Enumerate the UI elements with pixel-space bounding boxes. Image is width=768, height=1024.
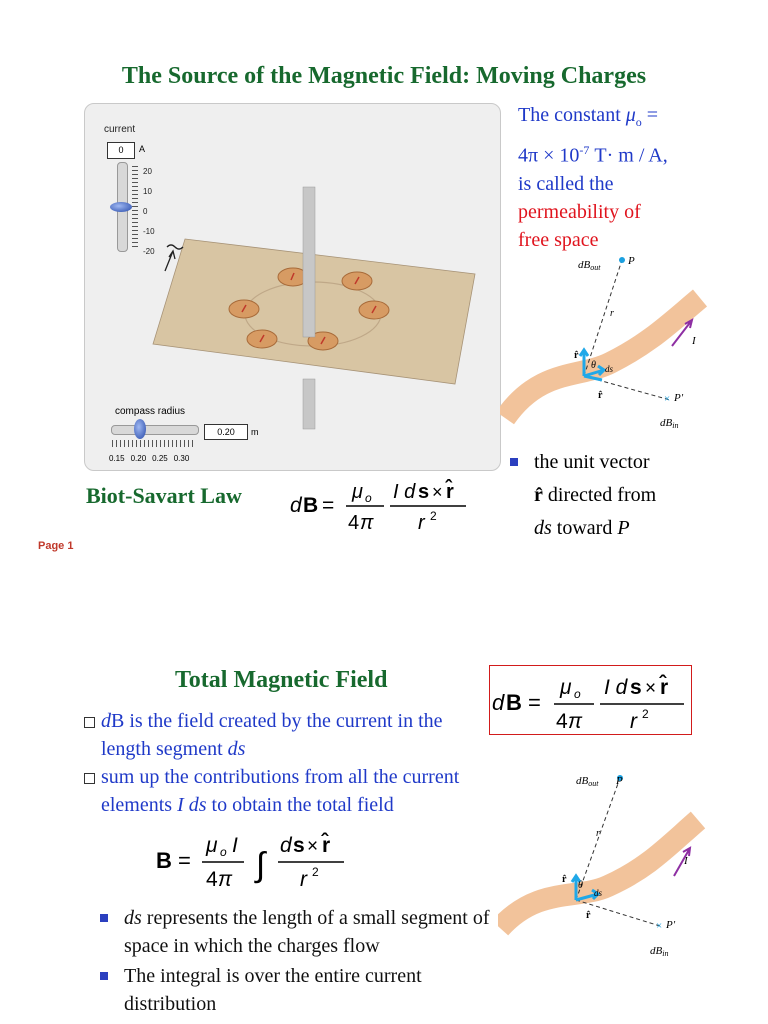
svg-text:I d: I d [393,481,416,503]
wire-segment [505,298,700,418]
svg-text:r̂: r̂ [446,481,454,503]
svg-text:r̂: r̂ [660,676,669,699]
svg-text:o: o [365,491,372,505]
r-label: r [596,828,600,839]
p-prime-label: P′ [666,919,676,931]
compass-value: 0.20 [217,427,235,437]
p-prime-marker: × [664,393,671,405]
point-p [619,257,625,263]
list-item [100,904,490,960]
p-prime-label: P′ [674,392,684,404]
current-label-i: I [692,335,696,347]
scale-label: 0 [143,207,148,216]
slide-title: The Source of the Magnetic Field: Moving Charges [121,63,647,89]
current-slider-thumb[interactable] [110,202,132,212]
svg-text:2: 2 [430,509,437,523]
svg-text:∫: ∫ [256,846,266,884]
constant-line3: is called the [518,172,614,195]
svg-text:2: 2 [312,865,319,879]
svg-text:s: s [630,676,642,699]
scale-label: 10 [143,187,152,196]
svg-text:×: × [645,678,657,699]
p-prime-marker: × [656,920,663,932]
unit-vector-line2: directed from [542,484,657,506]
p-label: P [616,775,623,787]
svg-text:d: d [280,834,292,857]
svg-text:d: d [492,690,505,715]
svg-text:×: × [307,836,319,857]
svg-text:4: 4 [556,710,568,733]
wire-lower [303,379,315,429]
mu-symbol: μ [625,104,636,126]
svg-text:=: = [178,848,191,873]
sub-bullets [100,904,490,1018]
compass-radius-label: compass radius [115,406,186,417]
svg-text:I d: I d [604,676,628,699]
p-symbol: P [617,517,630,539]
svg-text:μ: μ [206,834,218,857]
item1-text: B is the field created by the current in the length segment [101,710,443,760]
mu-subscript: o [635,115,642,129]
svg-text:s: s [418,481,430,503]
current-scale-ticks [132,166,138,248]
scale-label: -10 [143,227,155,236]
compass-slider-thumb[interactable] [134,419,146,439]
boxed-equation [489,665,692,735]
i-ds-symbol: I ds [177,794,207,816]
slide2-title: Total Magnetic Field [175,667,388,693]
compass-value-field[interactable] [204,424,248,440]
biot-savart-diagram [500,248,710,448]
list-item [100,962,490,1018]
equals: = [641,104,659,126]
ds-symbol: ds [534,517,552,539]
total-field-list [84,707,474,819]
theta-label: θ [578,880,583,891]
rhat-label-lower: r̂ [598,390,603,401]
svg-text:μ: μ [352,481,363,503]
scale-label: -20 [143,247,155,256]
db-in-label: dBin [650,945,669,958]
svg-text:π: π [360,512,374,534]
svg-text:B: B [303,494,319,517]
rhat-symbol: r̂ [534,484,543,506]
compass-tick-label: 0.20 [130,454,147,463]
unit-vector-note [510,446,710,545]
item2-text: sum up the contributions from all the current elements [101,766,460,816]
svg-text:r̂: r̂ [322,834,331,857]
scale-label: 20 [143,167,152,176]
svg-text:μ: μ [560,676,572,699]
svg-text:π: π [218,868,233,891]
list-item [84,707,474,763]
svg-text:=: = [322,494,335,517]
svg-text:2: 2 [642,707,649,721]
biot-savart-equation [288,474,473,536]
svg-text:d: d [290,494,302,517]
rhat-label: r̂ [562,874,567,885]
compass-tick-label: 0.25 [152,454,168,463]
permeability-constant-text [518,101,718,254]
current-value-field[interactable] [107,142,135,159]
permeability-term: permeability of [518,200,641,223]
biot-savart-label: Biot-Savart Law [86,483,242,508]
compass-scale-ticks [112,440,196,447]
list-item [84,763,474,819]
db-out-label: dBout [576,775,599,788]
sub1-text: represents the length of a small segment of space in which the charges flow [124,907,490,957]
svg-text:×: × [432,482,443,502]
total-field-equation [152,826,352,896]
bullet-icon [100,914,108,922]
unit-vector-line1: the unit vector [534,451,650,473]
constant-value: 4π × 10 [518,144,580,167]
ds-label: ds [605,364,614,374]
svg-text:B: B [156,848,172,873]
svg-text:4: 4 [348,512,360,534]
p-label: P [628,255,635,267]
item2-suffix: to obtain the total field [206,794,394,816]
compass-tick-label: 0.30 [173,454,190,463]
svg-text:π: π [568,710,583,733]
free-space-term: free space [518,228,599,251]
current-label-i: I [684,855,688,867]
bullet-icon [100,972,108,980]
sub2-text: The integral is over the entire current distribution [124,965,422,1015]
svg-text:o: o [220,845,227,859]
svg-text:I: I [232,834,238,857]
current-label: current [104,124,136,135]
boxed-equation-formula [490,666,691,734]
svg-text:r: r [300,868,307,891]
svg-text:o: o [574,687,581,701]
ds-label: ds [594,888,603,898]
current-value: 0 [118,145,124,155]
toward-text: toward [551,517,618,539]
exponent: -7 [579,143,590,157]
svg-text:B: B [506,690,522,715]
db-out-label: dBout [578,259,601,272]
theta-label: θ [591,360,596,371]
page-label: Page 1 [38,540,74,552]
svg-text:r: r [418,512,425,534]
biot-savart-diagram-2 [498,768,708,963]
d-symbol: d [101,710,111,732]
compass-scale-labels [109,454,219,463]
magnetic-field-simulation [84,103,501,471]
bullet-icon [510,458,518,466]
svg-text:s: s [293,834,305,857]
checkbox-bullet-icon [84,717,95,728]
rhat-label: r̂ [574,350,579,361]
db-in-label: dBin [660,417,679,430]
constant-units: T· m / A, [589,144,668,167]
ds-symbol: ds [227,738,246,760]
checkbox-bullet-icon [84,773,95,784]
compass-slider-track[interactable] [111,425,199,435]
current-unit: A [139,144,146,154]
svg-text:r: r [630,710,637,733]
constant-prefix: The constant [518,104,626,126]
r-label: r [610,308,614,319]
compass-tick-label: 0.15 [109,454,125,463]
ds-symbol: ds [124,907,142,929]
compass-unit: m [251,427,259,437]
svg-text:=: = [528,690,541,715]
rhat-label-lower: r̂ [586,910,591,921]
wire-upper [303,187,315,337]
svg-text:4: 4 [206,868,218,891]
wire-plane-illustration [145,179,495,439]
